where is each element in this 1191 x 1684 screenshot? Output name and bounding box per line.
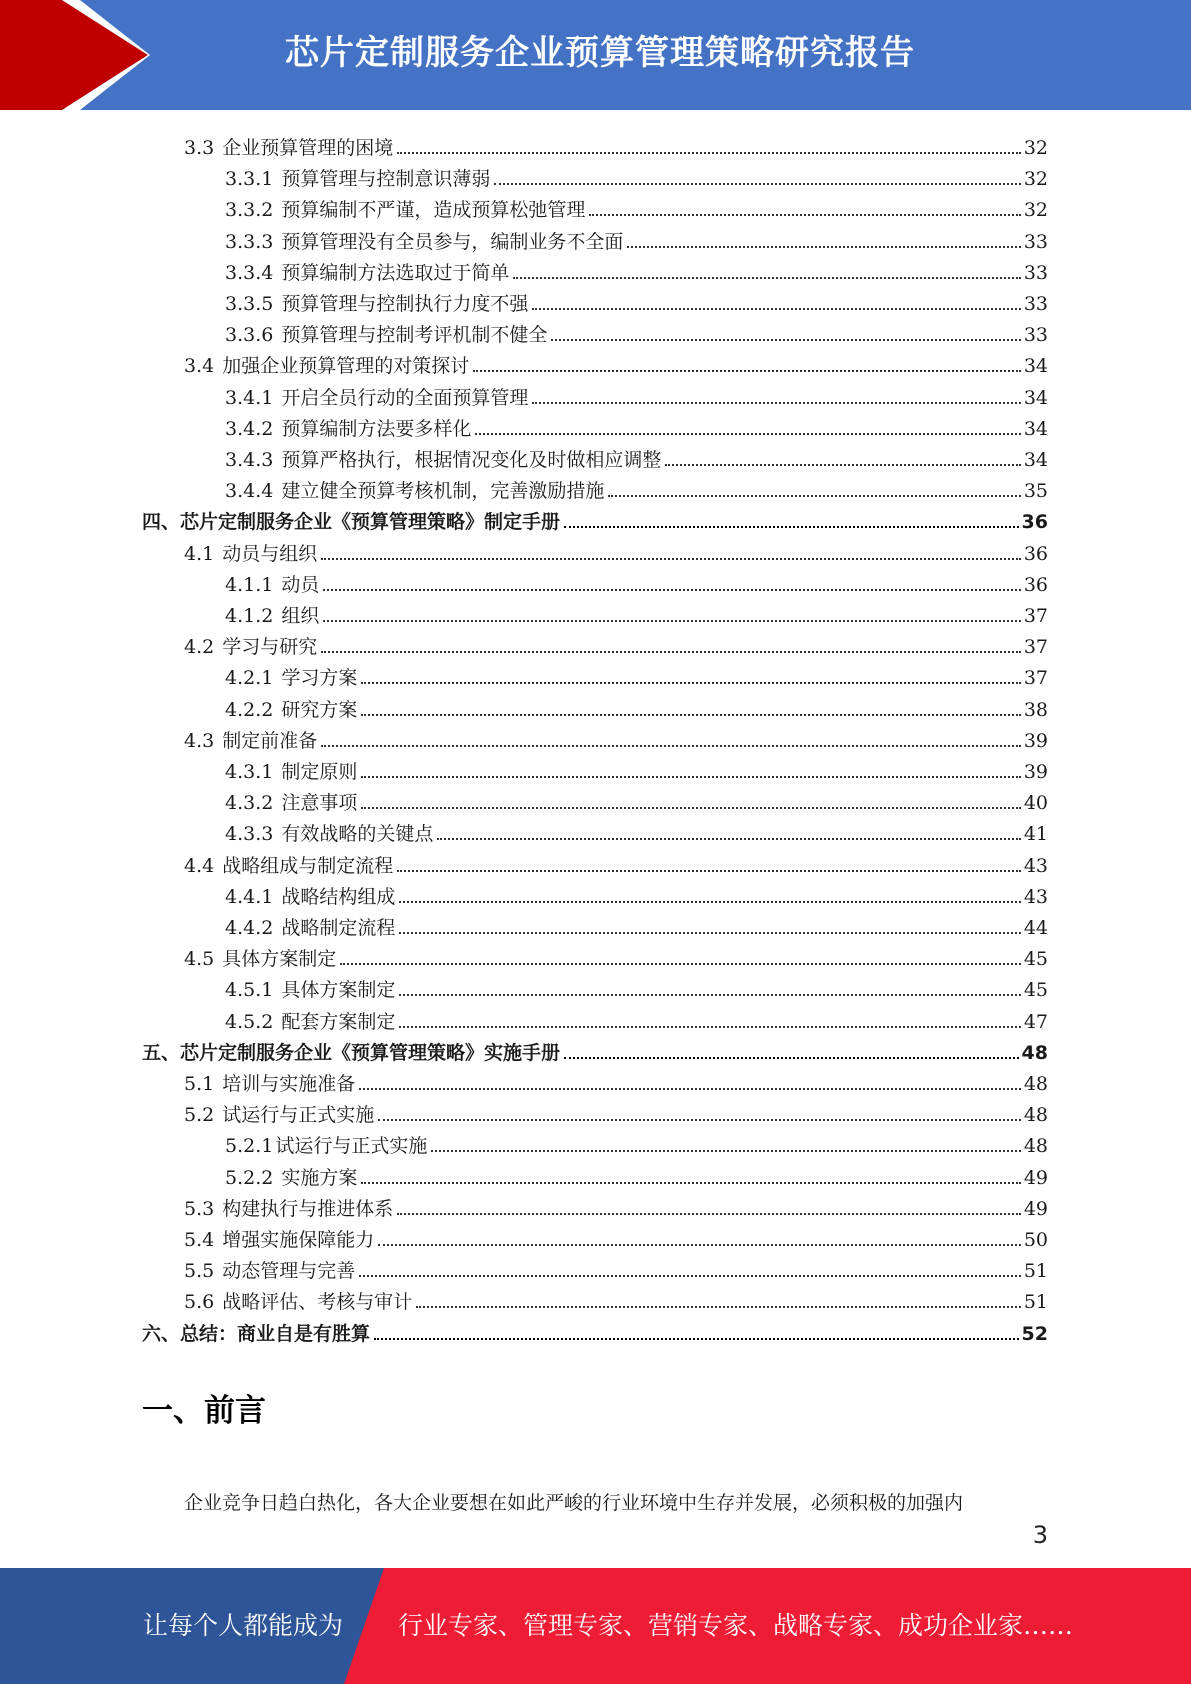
toc-entry-number: 4.5.1 [225, 979, 274, 1002]
toc-entry-number: 3.4 [184, 355, 215, 378]
toc-entry[interactable] [225, 753, 1048, 784]
toc-entry[interactable] [225, 815, 1048, 846]
toc-leader-dots [513, 276, 1020, 279]
toc-leader-dots [416, 1305, 1021, 1308]
toc-entry-number: 4.2.2 [225, 698, 274, 721]
toc-leader-dots [475, 432, 1020, 435]
toc-entry-title: 预算编制方法选取过于简单 [281, 261, 510, 284]
toc-entry-number: 4.5 [184, 948, 215, 971]
toc-entry-page: 48 [1023, 1073, 1048, 1095]
toc-entry-number: 5.6 [184, 1291, 215, 1314]
toc-entry-number: 3.3.1 [225, 168, 274, 191]
toc-leader-dots [359, 1274, 1021, 1277]
toc-leader-dots [323, 588, 1020, 591]
toc-entry[interactable] [142, 503, 1048, 534]
toc-entry-number: 4.1.2 [225, 605, 274, 627]
toc-entry-title: 战略制定流程 [281, 917, 396, 939]
toc-entry-page: 39 [1023, 761, 1048, 783]
toc-leader-dots [532, 307, 1020, 310]
toc-entry-page: 45 [1023, 979, 1048, 1002]
toc-entry-page: 51 [1023, 1291, 1048, 1314]
toc-entry-page: 37 [1023, 667, 1048, 690]
toc-entry-number: 六、 [142, 1322, 181, 1345]
toc-entry-title: 预算管理与控制意识薄弱 [281, 168, 491, 191]
toc-entry-title: 学习与研究 [222, 636, 318, 659]
toc-entry-title: 预算编制方法要多样化 [281, 417, 472, 440]
toc-entry-title: 动员与组织 [222, 542, 318, 565]
toc-leader-dots [397, 1212, 1021, 1215]
toc-entry-title: 构建执行与推进体系 [222, 1197, 394, 1220]
toc-entry-page: 44 [1023, 917, 1048, 939]
toc-leader-dots [589, 213, 1020, 216]
toc-entry-page: 32 [1023, 168, 1048, 191]
toc-entry-number: 4.4 [184, 854, 215, 877]
toc-entry-number: 4.5.2 [225, 1010, 274, 1033]
toc-entry[interactable] [184, 347, 1048, 378]
toc-entry[interactable] [142, 1315, 1048, 1346]
footer-slogan-right: 行业专家、管理专家、营销专家、战略专家、成功企业家…… [398, 1611, 1074, 1640]
toc-entry-page: 37 [1023, 636, 1048, 659]
toc-leader-dots [361, 713, 1020, 716]
toc-entry[interactable] [225, 379, 1048, 410]
toc-entry-number: 3.3.3 [225, 230, 274, 253]
toc-leader-dots [473, 369, 1021, 372]
toc-entry-number: 5.2.1 [225, 1135, 274, 1158]
toc-entry-title: 注意事项 [281, 792, 358, 815]
toc-entry[interactable] [225, 223, 1048, 254]
toc-entry-page: 33 [1023, 324, 1048, 347]
toc-entry-title: 预算管理与控制执行力度不强 [281, 293, 529, 315]
toc-entry-title: 培训与实施准备 [222, 1073, 356, 1095]
toc-entry[interactable] [184, 535, 1048, 566]
toc-entry[interactable] [184, 847, 1048, 878]
toc-entry-number: 3.3.6 [225, 324, 274, 347]
toc-entry-number: 3.4.4 [225, 480, 274, 503]
toc-entry[interactable] [184, 722, 1048, 753]
toc-entry-number: 4.4.1 [225, 885, 274, 908]
toc-entry-page: 43 [1023, 885, 1048, 908]
toc-entry[interactable] [184, 1065, 1048, 1096]
toc-entry-page: 41 [1023, 823, 1048, 846]
toc-leader-dots [340, 962, 1021, 965]
toc-leader-dots [399, 900, 1020, 903]
toc-leader-dots [321, 650, 1021, 653]
toc-entry-title: 建立健全预算考核机制，完善激励措施 [281, 480, 605, 503]
toc-leader-dots [431, 1149, 1020, 1152]
toc-leader-dots [323, 619, 1020, 622]
toc-entry-title: 芯片定制服务企业《预算管理策略》制定手册 [180, 511, 561, 534]
toc-entry-page: 48 [1023, 1135, 1048, 1158]
toc-entry-page: 34 [1023, 355, 1048, 378]
toc-entry-number: 4.4.2 [225, 917, 274, 939]
toc-entry-title: 预算严格执行，根据情况变化及时做相应调整 [281, 449, 662, 471]
toc-entry-title: 实施方案 [281, 1166, 358, 1189]
toc-entry-page: 43 [1023, 854, 1048, 877]
toc-entry[interactable] [225, 254, 1048, 285]
toc-entry-page: 34 [1023, 386, 1048, 409]
toc-entry-title: 试运行与正式实施 [275, 1135, 428, 1158]
toc-entry-title: 战略结构组成 [281, 885, 396, 908]
toc-entry-number: 4.3 [184, 729, 215, 752]
toc-entry-number: 5.2 [184, 1104, 215, 1127]
toc-leader-dots [361, 681, 1020, 684]
toc-entry-page: 36 [1021, 511, 1048, 534]
toc-entry-page: 48 [1021, 1041, 1048, 1064]
toc-leader-dots [361, 775, 1020, 778]
toc-leader-dots [359, 1087, 1021, 1090]
toc-entry-page: 49 [1023, 1166, 1048, 1189]
toc-entry-number: 5.5 [184, 1260, 215, 1283]
toc-entry[interactable] [225, 659, 1048, 690]
toc-entry-title: 加强企业预算管理的对策探讨 [222, 355, 470, 378]
toc-entry-number: 4.3.1 [225, 761, 274, 783]
toc-leader-dots [378, 1243, 1021, 1246]
toc-entry[interactable] [225, 971, 1048, 1002]
toc-leader-dots [665, 463, 1020, 466]
toc-entry-page: 48 [1023, 1104, 1048, 1127]
toc-entry-page: 52 [1021, 1322, 1048, 1345]
toc-entry-number: 3.4.2 [225, 417, 274, 440]
toc-entry-number: 3.4.1 [225, 386, 274, 409]
toc-entry-title: 制定原则 [281, 761, 358, 783]
toc-entry-number: 4.3.3 [225, 823, 274, 846]
toc-entry-title: 配套方案制定 [281, 1010, 396, 1033]
toc-leader-dots [564, 1056, 1019, 1059]
toc-entry-page: 34 [1023, 417, 1048, 440]
toc-entry[interactable] [184, 1221, 1048, 1252]
toc-entry[interactable] [225, 1127, 1048, 1158]
toc-entry[interactable] [225, 316, 1048, 347]
toc-entry[interactable] [142, 1034, 1048, 1065]
toc-leader-dots [564, 525, 1019, 528]
toc-entry-number: 5.3 [184, 1197, 215, 1220]
toc-entry-number: 四、 [142, 511, 181, 534]
toc-entry[interactable] [184, 940, 1048, 971]
toc-entry[interactable] [225, 472, 1048, 503]
toc-leader-dots [532, 401, 1020, 404]
toc-entry-page: 36 [1023, 573, 1048, 596]
toc-leader-dots [361, 1181, 1020, 1184]
toc-entry[interactable] [225, 1159, 1048, 1190]
footer-slogan-left: 让每个人都能成为 [143, 1611, 344, 1640]
toc-entry-number: 4.2 [184, 636, 215, 659]
toc-leader-dots [378, 1118, 1021, 1121]
toc-leader-dots [374, 1337, 1019, 1340]
toc-entry-number: 5.2.2 [225, 1166, 274, 1189]
toc-entry[interactable] [225, 191, 1048, 222]
toc-entry-title: 增强实施保障能力 [222, 1229, 375, 1251]
toc-entry-page: 33 [1023, 293, 1048, 315]
toc-entry-title: 组织 [281, 605, 320, 627]
toc-entry-page: 35 [1023, 480, 1048, 503]
page-number: 3 [1032, 1521, 1048, 1549]
toc-entry[interactable] [184, 628, 1048, 659]
toc-entry-page: 36 [1023, 542, 1048, 565]
toc-entry-page: 49 [1023, 1197, 1048, 1220]
toc-leader-dots [361, 806, 1020, 809]
toc-entry[interactable] [225, 1003, 1048, 1034]
toc-entry-title: 战略组成与制定流程 [222, 854, 394, 877]
toc-entry[interactable] [225, 410, 1048, 441]
section-heading: 一、前言 [142, 1393, 266, 1429]
toc-entry-title: 学习方案 [281, 667, 358, 690]
toc-entry-title: 动员 [281, 573, 320, 596]
toc-leader-dots [627, 245, 1020, 248]
toc-entry-page: 47 [1023, 1010, 1048, 1033]
toc-entry-title: 制定前准备 [222, 729, 318, 752]
toc-entry[interactable] [225, 566, 1048, 597]
toc-entry-page: 34 [1023, 449, 1048, 471]
toc-entry-number: 3.3.5 [225, 293, 274, 315]
toc-entry-page: 33 [1023, 261, 1048, 284]
toc-entry[interactable] [225, 691, 1048, 722]
toc-entry[interactable] [225, 441, 1048, 472]
toc-entry-page: 33 [1023, 230, 1048, 253]
toc-leader-dots [551, 338, 1020, 341]
toc-entry[interactable] [225, 878, 1048, 909]
footer-banner [0, 1568, 1191, 1684]
toc-entry-title: 企业预算管理的困境 [222, 137, 394, 159]
toc-entry-number: 4.1.1 [225, 573, 274, 596]
toc-entry-page: 51 [1023, 1260, 1048, 1283]
toc-entry[interactable] [184, 1252, 1048, 1283]
toc-leader-dots [399, 1025, 1020, 1028]
toc-entry-number: 4.3.2 [225, 792, 274, 815]
document-title: 芯片定制服务企业预算管理策略研究报告 [285, 33, 915, 73]
toc-entry[interactable] [225, 784, 1048, 815]
toc-entry-number: 4.1 [184, 542, 215, 565]
toc-entry-title: 预算管理没有全员参与，编制业务不全面 [281, 230, 624, 253]
toc-leader-dots [494, 182, 1020, 185]
toc-leader-dots [437, 837, 1020, 840]
toc-entry-title: 开启全员行动的全面预算管理 [281, 386, 529, 409]
toc-entry-title: 预算编制不严谨，造成预算松弛管理 [281, 199, 586, 222]
toc-entry[interactable] [184, 1190, 1048, 1221]
toc-entry-page: 40 [1023, 792, 1048, 815]
toc-entry[interactable] [225, 285, 1048, 316]
toc-entry-number: 5.1 [184, 1073, 215, 1095]
toc-leader-dots [399, 931, 1020, 934]
toc-entry-page: 50 [1023, 1229, 1048, 1251]
toc-entry-page: 37 [1023, 605, 1048, 627]
toc-entry[interactable] [184, 129, 1048, 160]
toc-entry-title: 预算管理与控制考评机制不健全 [281, 324, 548, 347]
toc-entry-title: 动态管理与完善 [222, 1260, 356, 1283]
toc-entry-title: 试运行与正式实施 [222, 1104, 375, 1127]
header-banner [0, 0, 1191, 110]
toc-entry-title: 芯片定制服务企业《预算管理策略》实施手册 [180, 1041, 561, 1064]
toc-entry-title: 研究方案 [281, 698, 358, 721]
toc-entry[interactable] [184, 1096, 1048, 1127]
toc-leader-dots [608, 494, 1020, 497]
toc-entry[interactable] [225, 160, 1048, 191]
toc-entry-title: 总结：商业自是有胜算 [180, 1322, 371, 1345]
toc-entry-page: 39 [1023, 729, 1048, 752]
toc-entry-number: 5.4 [184, 1229, 215, 1251]
toc-entry-number: 4.2.1 [225, 667, 274, 690]
toc-entry-page: 45 [1023, 948, 1048, 971]
toc-entry-title: 有效战略的关键点 [281, 823, 434, 846]
toc-leader-dots [397, 869, 1021, 872]
toc-entry-page: 32 [1023, 199, 1048, 222]
toc-entry-page: 38 [1023, 698, 1048, 721]
toc-entry-number: 3.3.4 [225, 261, 274, 284]
toc-entry-number: 五、 [142, 1041, 181, 1064]
toc-leader-dots [399, 993, 1020, 996]
toc-entry-number: 3.4.3 [225, 449, 274, 471]
toc-leader-dots [321, 557, 1021, 560]
toc-entry-title: 具体方案制定 [281, 979, 396, 1002]
section-paragraph: 企业竞争日趋白热化，各大企业要想在如此严峻的行业环境中生存并发展，必须积极的加强内 [184, 1492, 964, 1514]
toc-leader-dots [321, 744, 1021, 747]
toc-entry-page: 32 [1023, 137, 1048, 159]
toc-entry-number: 3.3.2 [225, 199, 274, 222]
toc-entry[interactable] [184, 1283, 1048, 1314]
toc-entry-title: 具体方案制定 [222, 948, 337, 971]
toc-leader-dots [397, 151, 1021, 154]
toc-entry[interactable] [225, 597, 1048, 628]
toc-entry[interactable] [225, 909, 1048, 940]
toc-entry-title: 战略评估、考核与审计 [222, 1291, 413, 1314]
toc-entry-number: 3.3 [184, 137, 215, 159]
